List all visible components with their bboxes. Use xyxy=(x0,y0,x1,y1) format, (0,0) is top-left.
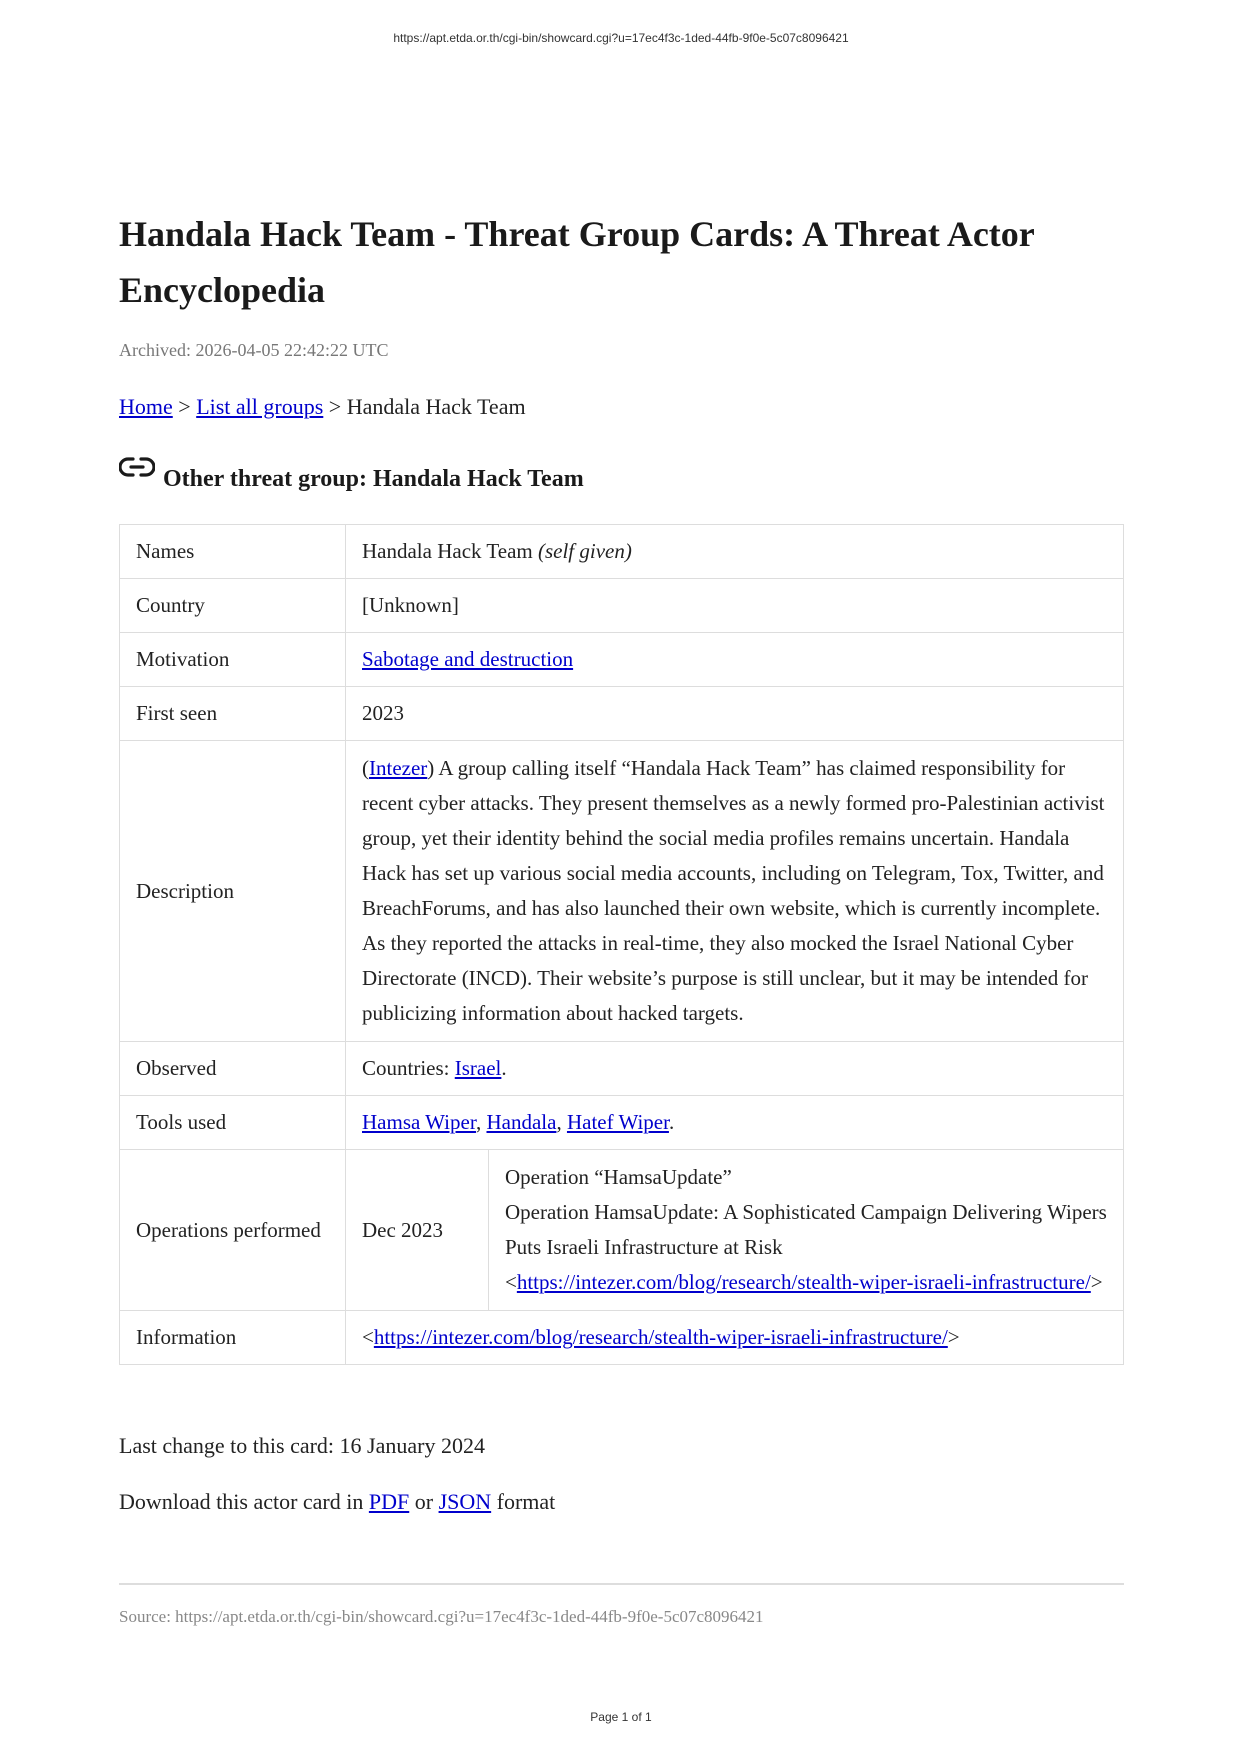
divider xyxy=(119,1583,1124,1585)
tool-link[interactable]: Hamsa Wiper xyxy=(362,1110,476,1134)
row-value-tools-used xyxy=(346,1096,1124,1150)
tool-separator: , xyxy=(556,1110,567,1134)
operation-date: Dec 2023 xyxy=(346,1150,489,1311)
tool-separator: , xyxy=(475,1110,487,1134)
description-open-paren: ( xyxy=(362,756,369,780)
table-row-country xyxy=(120,579,1124,633)
description-text: ) A group calling itself “Handala Hack Team” has claimed responsibility for recent cyber attacks. They present themselves as a newly formed pro-Palestinian activist group, yet their identity behind the social media profiles remains uncertain. Handala Hack has set up various social media accounts, including on Telegram, Tox, Twitter, and BreachForums, and has also launched their own website, which is currently incomplete. As they reported the attacks in real-time, they also mocked the Israel National Cyber Directorate (INCD). Their website’s purpose is still unclear, but it may be intended for publicizing information about hacked targets. xyxy=(362,756,1105,1025)
table-row-observed xyxy=(120,1042,1124,1096)
section-heading-text: Other threat group: Handala Hack Team xyxy=(163,466,584,492)
source-url: Source: https://apt.etda.or.th/cgi-bin/showcard.cgi?u=17ec4f3c-1ded-44fb-9f0e-5c07c8096421 xyxy=(119,1607,764,1626)
table-row-operations-performed xyxy=(120,1150,1124,1311)
breadcrumb-current: Handala Hack Team xyxy=(346,394,526,419)
download-line xyxy=(119,1489,555,1515)
operation-details xyxy=(489,1150,1124,1311)
angle-close: > xyxy=(1090,1270,1103,1294)
operation-name: Operation “HamsaUpdate” xyxy=(505,1165,732,1189)
breadcrumb-home-link[interactable]: Home xyxy=(119,394,173,419)
threat-group-card-table xyxy=(119,524,1124,1365)
information-link[interactable]: https://intezer.com/blog/research/stealth-wiper-israeli-infrastructure/ xyxy=(373,1325,948,1349)
row-label-operations-performed: Operations performed xyxy=(120,1150,346,1311)
section-heading xyxy=(119,455,584,493)
operation-summary: Operation HamsaUpdate: A Sophisticated Campaign Delivering Wipers Puts Israeli Infrastructure at Risk xyxy=(505,1200,1107,1259)
operation-reference-link[interactable]: https://intezer.com/blog/research/stealth-wiper-israeli-infrastructure/ xyxy=(516,1270,1091,1294)
row-label-information: Information xyxy=(120,1311,346,1365)
archived-timestamp: Archived: 2026-04-05 22:42:22 UTC xyxy=(119,340,389,360)
download-prefix: Download this actor card in xyxy=(119,1489,369,1514)
row-value-first-seen: 2023 xyxy=(346,687,1124,741)
table-row-information xyxy=(120,1311,1124,1365)
row-label-observed: Observed xyxy=(120,1042,346,1096)
breadcrumb-separator: > xyxy=(172,394,197,419)
angle-open: < xyxy=(362,1325,374,1349)
tool-link[interactable]: Handala xyxy=(486,1110,557,1134)
observed-prefix: Countries: xyxy=(362,1056,455,1080)
row-label-description: Description xyxy=(120,741,346,1042)
tools-suffix: . xyxy=(668,1110,675,1134)
row-value-description xyxy=(346,741,1124,1042)
group-name: Handala Hack Team xyxy=(362,539,538,563)
observed-suffix: . xyxy=(501,1056,507,1080)
row-label-first-seen: First seen xyxy=(120,687,346,741)
table-row-tools-used xyxy=(120,1096,1124,1150)
last-change-text: Last change to this card: 16 January 2024 xyxy=(119,1433,485,1458)
print-header-url: https://apt.etda.or.th/cgi-bin/showcard.cgi?u=17ec4f3c-1ded-44fb-9f0e-5c07c8096421 xyxy=(393,31,849,45)
angle-open: < xyxy=(505,1270,517,1294)
row-value-names xyxy=(346,525,1124,579)
table-row-description xyxy=(120,741,1124,1042)
download-suffix: format xyxy=(491,1489,556,1514)
tool-link[interactable]: Hatef Wiper xyxy=(566,1110,669,1134)
download-or: or xyxy=(409,1489,439,1514)
row-value-observed xyxy=(346,1042,1124,1096)
breadcrumb xyxy=(119,394,526,420)
page-number: Page 1 of 1 xyxy=(590,1710,652,1724)
name-note: (self given) xyxy=(537,539,632,563)
row-value-country: [Unknown] xyxy=(346,579,1124,633)
row-value-information xyxy=(346,1311,1124,1365)
page-title: Handala Hack Team - Threat Group Cards: A Threat Actor Encyclopedia xyxy=(119,214,1035,310)
row-label-tools-used: Tools used xyxy=(120,1096,346,1150)
row-label-names: Names xyxy=(120,525,346,579)
download-json-link[interactable]: JSON xyxy=(438,1489,492,1514)
link-icon[interactable] xyxy=(119,455,155,479)
row-label-country: Country xyxy=(120,579,346,633)
operation-reference xyxy=(505,1265,1107,1300)
motivation-link[interactable]: Sabotage and destruction xyxy=(362,647,574,671)
table-row-motivation xyxy=(120,633,1124,687)
observed-country-link[interactable]: Israel xyxy=(454,1056,502,1080)
row-value-motivation xyxy=(346,633,1124,687)
breadcrumb-list-all-groups-link[interactable]: List all groups xyxy=(196,394,324,419)
table-row-first-seen xyxy=(120,687,1124,741)
description-source-link[interactable]: Intezer xyxy=(369,756,428,780)
row-label-motivation: Motivation xyxy=(120,633,346,687)
download-pdf-link[interactable]: PDF xyxy=(368,1489,410,1514)
breadcrumb-separator: > xyxy=(323,394,347,419)
table-row-names xyxy=(120,525,1124,579)
angle-close: > xyxy=(947,1325,960,1349)
